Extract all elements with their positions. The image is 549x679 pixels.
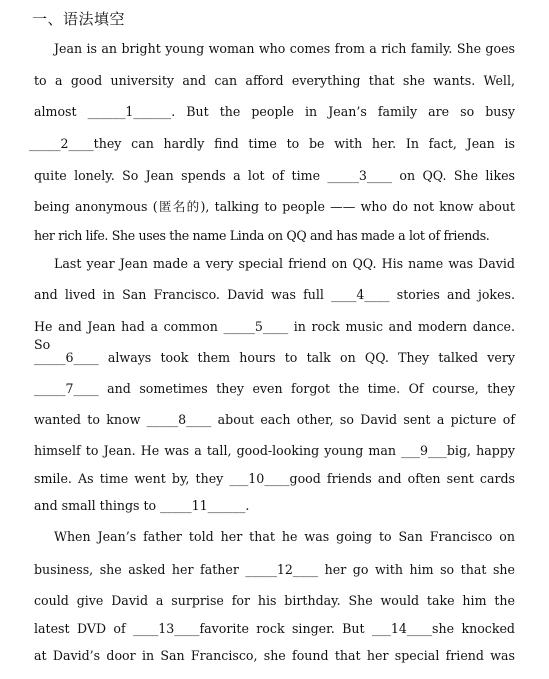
text-line: and small things to _____11______.: [34, 498, 250, 513]
text-line: He and Jean had a common _____5____ in rock music and modern dance. So: [34, 319, 515, 352]
text-line: wanted to know _____8____ about each other, so David sent a picture of: [34, 412, 515, 427]
text-line: himself to Jean. He was a tall, good-looking young man ___9___big, happy: [34, 443, 515, 458]
text-line: _____2____they can hardly find time to be with her. In fact, Jean is: [29, 136, 515, 151]
text-line: to a good university and can afford everything that she wants. Well,: [34, 73, 515, 88]
text-line: almost ______1______. But the people in Jean’s family are so busy: [34, 104, 515, 119]
text-line: latest DVD of ____13____favorite rock singer. But ___14____she knocked: [34, 621, 515, 636]
text-line: at David’s door in San Francisco, she found that her special friend was: [34, 648, 515, 663]
text-line: and lived in San Francisco. David was full ____4____ stories and jokes.: [34, 287, 515, 302]
text-line: smile. As time went by, they ___10____good friends and often sent cards: [34, 471, 515, 486]
section-heading: 一、语法填空: [32, 10, 126, 28]
text-line: quite lonely. So Jean spends a lot of time _____3____ on QQ. She likes: [34, 168, 515, 183]
text-line: could give David a surprise for his birthday. She would take him the: [34, 593, 515, 608]
text-line: Jean is an bright young woman who comes from a rich family. She goes: [54, 41, 515, 56]
text-line: her rich life. She uses the name Linda on QQ and has made a lot of friends.: [34, 228, 490, 243]
text-line: _____7____ and sometimes they even forgot the time. Of course, they: [34, 381, 515, 396]
text-line: business, she asked her father _____12____ her go with him so that she: [34, 562, 515, 577]
text-line: Last year Jean made a very special friend on QQ. His name was David: [54, 256, 515, 271]
text-line: _____6____ always took them hours to talk on QQ. They talked very: [34, 350, 515, 365]
text-line: When Jean’s father told her that he was going to San Francisco on: [54, 529, 515, 544]
text-line: being anonymous (匿名的), talking to people —— who do not know about: [34, 199, 515, 214]
